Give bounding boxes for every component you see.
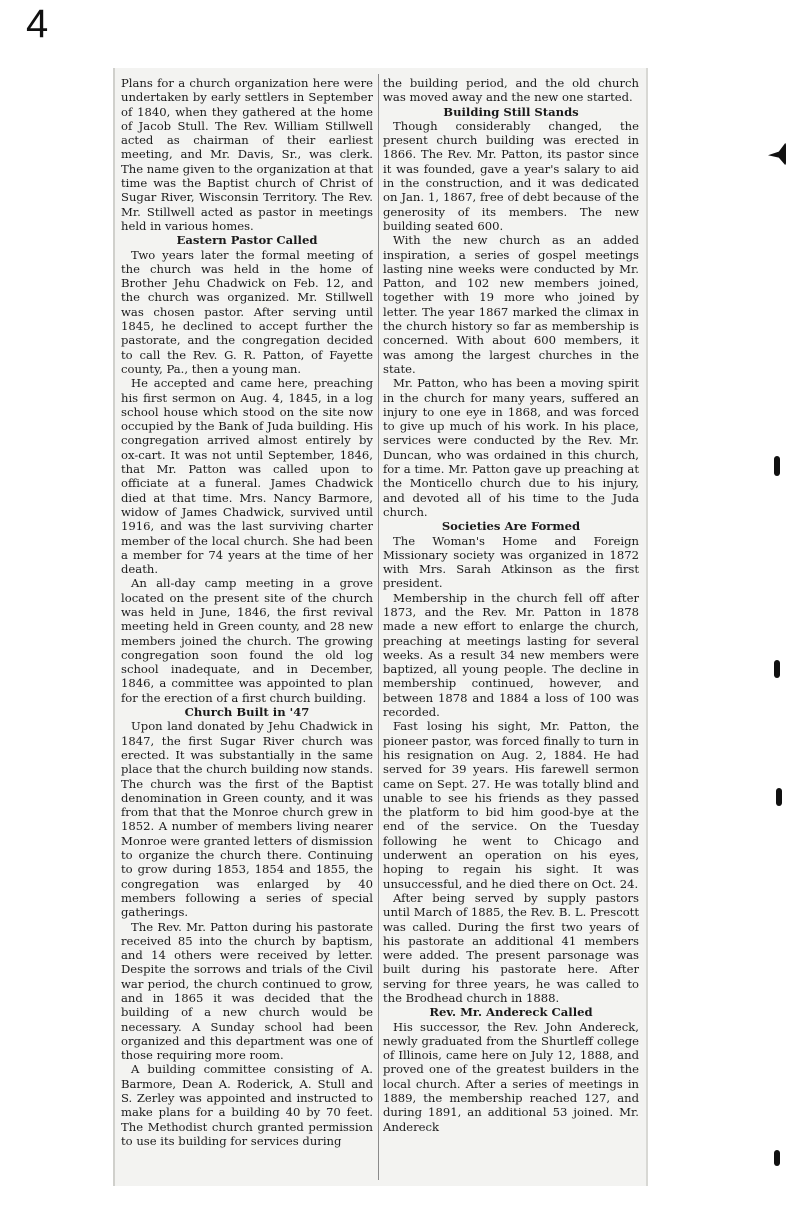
binding-mark — [768, 142, 786, 166]
newspaper-clipping — [113, 68, 648, 1186]
paragraph: Two years later the formal meeting of the church was held in the home of Brother Jehu Chadwick on Feb. 12, and the church was organized. Mr. Stillwell was chosen pastor. After serving until 1845, he declined to accept further the pastorate, and the congregation decided to call the Rev. G. R. Patton, of Fayette county, Pa., then a young man. — [121, 247, 373, 376]
binding-mark — [774, 1150, 780, 1166]
article-column-right — [383, 76, 639, 1186]
paragraph: With the new church as an added inspiration, a series of gospel meetings lasting nine weeks were conducted by Mr. Patton, and 102 new members joined, together with 19 more who joined by letter. The year 1867 marked the climax in the church history so far as membership is concerned. With about 600 members, it was among the largest churches in the state. — [383, 233, 639, 376]
section-heading: Building Still Stands — [443, 104, 579, 119]
binding-mark — [774, 660, 780, 678]
paragraph: Mr. Patton, who has been a moving spirit in the church for many years, suffered an injury to one eye in 1868, and was forced to give up much of his work. In his place, services were conducted by the Rev. Mr. Duncan, who was ordained in this church, for a time. Mr. Patton gave up preaching at the Monticello church due to his injury, and devoted all of his time to the Juda church. — [383, 376, 639, 519]
article-column-left — [121, 76, 373, 1186]
section-heading: Societies Are Formed — [441, 519, 581, 534]
binding-mark — [776, 788, 782, 806]
paragraph: Fast losing his sight, Mr. Patton, the pioneer pastor, was forced finally to turn in his resignation on Aug. 2, 1884. He had served for 39 years. His farewell sermon came on Sept. 27. He was totally blind and unable to see his friends as they passed the platform to bid him good-bye at the end of the service. On the Tuesday following he went to Chicago and underwent an operation on his eyes, hoping to regain his sight. It was unsuccessful, and he died there on Oct. 24. — [383, 719, 639, 891]
paragraph: Though considerably changed, the present church building was erected in 1866. The Rev. Mr. Patton, its pastor since it was founded, gave a year's salary to aid in the construction, and it was dedicated on Jan. 1, 1867, free of debt because of the generosity of its members. The new building seated 600. — [383, 118, 639, 233]
paragraph: A building committee consisting of A. Barmore, Dean A. Roderick, A. Stull and S. Zerley was appointed and instructed to make plans for a building 40 by 70 feet. The Methodist church granted permission to use its building for services during — [121, 1062, 373, 1148]
binding-mark — [774, 456, 780, 476]
paragraph: The Rev. Mr. Patton during his pastorate received 85 into the church by baptism, and 14 others were received by letter. Despite the sorrows and trials of the Civil war period, the church continued to grow, and in 1865 it was decided that the building of a new church would be necessary. A Sunday school had been organized and this department was one of those requiring more room. — [121, 919, 373, 1063]
column-divider — [378, 74, 379, 1180]
section-heading: Eastern Pastor Called — [176, 233, 318, 248]
paragraph: Membership in the church fell off after 1873, and the Rev. Mr. Patton in 1878 made a new effort to enlarge the church, preaching at meetings lasting for several weeks. As a result 34 new members were baptized, all young people. The decline in membership continued, however, and between 1878 and 1884 a loss of 100 was recorded. — [383, 590, 639, 720]
paragraph: After being served by supply pastors until March of 1885, the Rev. B. L. Prescott was called. During the first two years of his pastorate an additional 41 members were added. The present parsonage was built during his pastorate here. After serving for three years, he was called to the Brodhead church in 1888. — [383, 890, 639, 1005]
page-number: 4 — [26, 2, 49, 46]
paragraph: His successor, the Rev. John Andereck, newly graduated from the Shurtleff college of Illinois, came here on July 12, 1888, and proved one of the greatest builders in the local church. After a series of meetings in 1889, the membership reached 127, and during 1891, an additional 53 joined. Mr. Andereck — [383, 1019, 639, 1134]
paragraph: He accepted and came here, preaching his first sermon on Aug. 4, 1845, in a log school house which stood on the site now occupied by the Bank of Juda building. His congregation arrived almost entirely by ox-cart. It was not until September, 1846, that Mr. Patton was called upon to officiate at a funeral. James Chadwick died at that time. Mrs. Nancy Barmore, widow of James Chadwick, survived until 1916, and was the last surviving charter member of the local church. She had been a member for 74 years at the time of her death. — [121, 376, 373, 577]
paragraph: Plans for a church organization here were undertaken by early settlers in September of 1840, when they gathered at the home of Jacob Stull. The Rev. William Stillwell acted as chairman of their earliest meeting, and Mr. Davis, Sr., was clerk. The name given to the organization at that time was the Baptist church of Christ of Sugar River, Wisconsin Territory. The Rev. Mr. Stillwell acted as pastor in meetings held in various homes. — [121, 76, 373, 233]
paragraph: The Woman's Home and Foreign Missionary society was organized in 1872 with Mrs. Sarah Atkinson as the first president. — [383, 533, 639, 591]
paragraph: Upon land donated by Jehu Chadwick in 1847, the first Sugar River church was erected. It was substantially in the same place that the church building now stands. The church was the first of the Baptist denomination in Green county, and it was from that that the Monroe church grew in 1852. A number of members living nearer Monroe were granted letters of dismission to organize the church there. Continuing to grow during 1853, 1854 and 1855, the congregation was enlarged by 40 members following a series of special gatherings. — [121, 719, 373, 920]
paragraph: An all-day camp meeting in a grove located on the present site of the church was held in June, 1846, the first revival meeting held in Green county, and 28 new members joined the church. The growing congregation soon found the old log school inadequate, and in December, 1846, a committee was appointed to plan for the erection of a first church building. — [121, 576, 373, 705]
section-heading: Rev. Mr. Andereck Called — [429, 1005, 593, 1020]
paragraph: the building period, and the old church was moved away and the new one started. — [383, 76, 639, 105]
section-heading: Church Built in '47 — [184, 705, 310, 720]
